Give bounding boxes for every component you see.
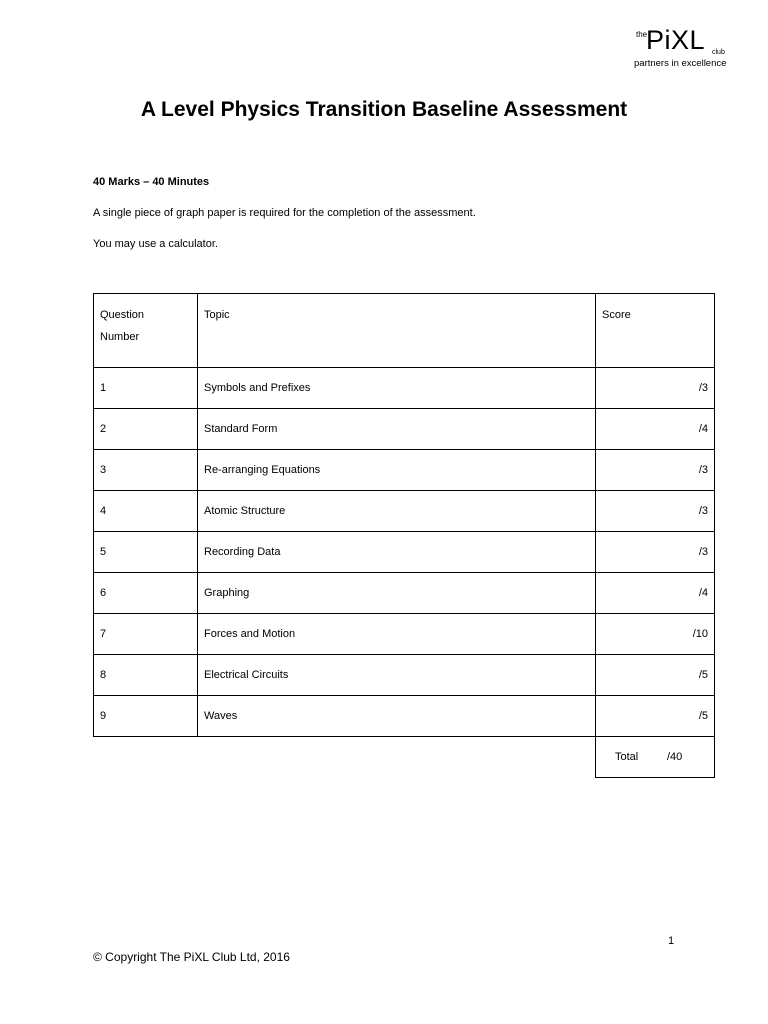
copyright-footer: © Copyright The PiXL Club Ltd, 2016: [93, 950, 290, 964]
question-number: 4: [94, 491, 198, 532]
table-row: [94, 409, 715, 450]
header-question-line2: Number: [100, 331, 140, 343]
score-cell: /3: [596, 450, 715, 491]
table-row: [94, 573, 715, 614]
score-table: [93, 293, 715, 778]
score-cell: /3: [596, 491, 715, 532]
page-title: A Level Physics Transition Baseline Assessment: [140, 98, 628, 121]
topic-cell: Re-arranging Equations: [198, 450, 596, 491]
calculator-note: You may use a calculator.: [93, 238, 218, 250]
score-cell: /3: [596, 532, 715, 573]
question-number: 8: [94, 655, 198, 696]
marks-duration: 40 Marks – 40 Minutes: [93, 176, 210, 188]
table-row: [94, 614, 715, 655]
topic-cell: Atomic Structure: [198, 491, 596, 532]
topic-cell: Recording Data: [198, 532, 596, 573]
header-question-line1: Question: [100, 309, 145, 321]
question-number: 9: [94, 696, 198, 737]
topic-cell: Waves: [198, 696, 596, 737]
question-number: 7: [94, 614, 198, 655]
logo-the: the: [636, 30, 648, 39]
question-number: 5: [94, 532, 198, 573]
total-label: Total: [615, 751, 639, 763]
table-row: [94, 696, 715, 737]
topic-cell: Forces and Motion: [198, 614, 596, 655]
question-number: 2: [94, 409, 198, 450]
table-row: [94, 450, 715, 491]
question-number: 1: [94, 368, 198, 409]
blank-cell: [198, 737, 596, 778]
score-cell: /4: [596, 409, 715, 450]
score-cell: /5: [596, 655, 715, 696]
score-cell: /4: [596, 573, 715, 614]
page-number: 1: [668, 935, 675, 947]
table-row: [94, 655, 715, 696]
header-score: Score: [596, 294, 715, 368]
table-row: [94, 491, 715, 532]
topic-cell: Graphing: [198, 573, 596, 614]
score-cell: /3: [596, 368, 715, 409]
topic-cell: Standard Form: [198, 409, 596, 450]
score-cell: /5: [596, 696, 715, 737]
topic-cell: Symbols and Prefixes: [198, 368, 596, 409]
question-number: 6: [94, 573, 198, 614]
total-row: [94, 737, 715, 778]
graph-paper-requirement: A single piece of graph paper is required for the completion of the assessment.: [93, 207, 476, 219]
total-cell: [596, 737, 715, 778]
question-number: 3: [94, 450, 198, 491]
score-cell: /10: [596, 614, 715, 655]
logo-name: PiXL: [646, 25, 706, 55]
pixl-logo: [632, 25, 732, 72]
table-header-row: [94, 294, 715, 368]
table-row: [94, 532, 715, 573]
total-value: /40: [667, 751, 683, 763]
logo-club: club: [712, 49, 725, 56]
table-row: [94, 368, 715, 409]
logo-tagline: partners in excellence: [634, 58, 727, 69]
blank-cell: [94, 737, 198, 778]
header-topic: Topic: [198, 294, 596, 368]
topic-cell: Electrical Circuits: [198, 655, 596, 696]
header-question-number: [94, 294, 198, 368]
